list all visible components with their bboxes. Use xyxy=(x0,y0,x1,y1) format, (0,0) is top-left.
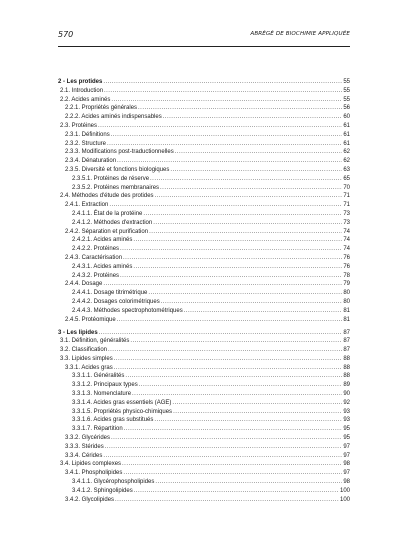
toc-entry-label: 2 - Les protides xyxy=(58,79,103,85)
toc-entry-label: 2.4.5. Protéomique xyxy=(65,316,116,323)
toc-entry-label: 3 - Les lipides xyxy=(58,329,98,336)
toc-entry-page: 88 xyxy=(343,364,350,371)
dot-leader xyxy=(148,289,342,298)
dot-leader xyxy=(105,443,343,452)
running-title: ABRÉGÉ DE BIOCHIMIE APPLIQUÉE xyxy=(250,31,350,37)
toc-entry-label: 3.3. Lipides simples xyxy=(60,355,113,362)
toc-entry xyxy=(58,381,350,390)
toc-entry xyxy=(58,298,350,307)
toc-entry xyxy=(58,460,350,469)
toc-entry xyxy=(58,372,350,381)
dot-leader xyxy=(109,201,342,210)
toc-entry xyxy=(58,148,350,157)
dot-leader xyxy=(155,478,342,487)
toc-entry xyxy=(58,192,350,201)
toc-entry xyxy=(58,355,350,364)
toc-entry-label: 2.4. Méthodes d'étude des protides xyxy=(60,193,154,200)
dot-leader xyxy=(108,346,342,355)
toc-entry-page: 95 xyxy=(343,426,350,433)
toc-entry xyxy=(58,254,350,263)
toc-entry-label: 2.3.5.1. Protéines de réserve xyxy=(72,175,150,182)
toc-entry xyxy=(58,390,350,399)
dot-leader xyxy=(117,316,343,325)
toc-entry-label: 2.4.2.1. Acides aminés xyxy=(72,237,133,244)
toc-entry xyxy=(58,228,350,237)
dot-leader xyxy=(104,87,342,96)
toc-entry-label: 3.1. Définition, généralités xyxy=(60,338,130,345)
toc-entry-label: 2.1. Introduction xyxy=(60,87,104,94)
dot-leader xyxy=(114,355,343,364)
toc-entry-page: 71 xyxy=(343,202,350,209)
toc-entry-page: 90 xyxy=(343,391,350,398)
toc-entry-page: 62 xyxy=(343,158,350,165)
toc-entry xyxy=(58,289,350,298)
dot-leader xyxy=(130,337,342,346)
toc-entry-page: 74 xyxy=(343,246,350,253)
dot-leader xyxy=(99,329,343,338)
dot-leader xyxy=(138,104,342,113)
toc-entry-page: 70 xyxy=(343,184,350,191)
toc-entry-page: 95 xyxy=(343,435,350,442)
toc-entry-label: 2.4.4.2. Dosages colorimétriques xyxy=(72,298,160,305)
dot-leader xyxy=(123,469,342,478)
dot-leader xyxy=(125,372,342,381)
header-rule xyxy=(58,46,350,47)
dot-leader xyxy=(107,140,342,149)
toc-entry xyxy=(58,236,350,245)
toc-entry-label: 3.3.1.2. Principaux types xyxy=(72,382,138,389)
toc-entry-page: 81 xyxy=(343,307,350,314)
toc-entry-page: 80 xyxy=(343,298,350,305)
toc-entry xyxy=(58,443,350,452)
toc-entry-label: 2.4.4.1. Dosage titrimétrique xyxy=(72,290,148,297)
dot-leader xyxy=(111,96,342,105)
dot-leader xyxy=(150,175,342,184)
toc-entry xyxy=(58,425,350,434)
toc-entry xyxy=(58,487,350,496)
toc-entry xyxy=(58,316,350,325)
table-of-contents xyxy=(58,78,350,504)
toc-entry-page: 100 xyxy=(339,496,350,503)
toc-entry-label: 3.3.3. Stérides xyxy=(65,443,104,450)
toc-entry xyxy=(58,364,350,373)
toc-entry-page: 61 xyxy=(343,140,350,147)
toc-entry-label: 3.4.2. Glycolipides xyxy=(65,496,115,503)
toc-entry-label: 2.3.1. Définitions xyxy=(65,131,110,138)
dot-leader xyxy=(173,408,342,417)
toc-entry xyxy=(58,219,350,228)
toc-entry-page: 63 xyxy=(343,166,350,173)
toc-entry-label: 3.3.1.3. Nomenclature xyxy=(72,391,132,398)
toc-entry-page: 76 xyxy=(343,263,350,270)
toc-entry xyxy=(58,399,350,408)
toc-entry-page: 97 xyxy=(343,452,350,459)
toc-entry xyxy=(58,131,350,140)
toc-entry xyxy=(58,452,350,461)
toc-entry-page: 55 xyxy=(343,87,350,94)
toc-entry-page: 55 xyxy=(343,96,350,103)
dot-leader xyxy=(172,399,342,408)
toc-entry-page: 87 xyxy=(343,338,350,345)
toc-entry-label: 3.3.1.1. Généralités xyxy=(72,373,125,380)
toc-entry xyxy=(58,280,350,289)
toc-entry-label: 2.4.1.1. État de la protéine xyxy=(72,210,143,217)
toc-entry xyxy=(58,122,350,131)
toc-entry-page: 81 xyxy=(343,316,350,323)
toc-entry-page: 74 xyxy=(343,237,350,244)
toc-entry-page: 93 xyxy=(343,408,350,415)
toc-entry-page: 98 xyxy=(343,479,350,486)
toc-entry xyxy=(58,263,350,272)
toc-entry xyxy=(58,96,350,105)
dot-leader xyxy=(175,148,343,157)
dot-leader xyxy=(103,78,342,87)
toc-entry-page: 100 xyxy=(339,487,350,494)
dot-leader xyxy=(115,496,339,505)
dot-leader xyxy=(103,452,342,461)
toc-entry-label: 2.3.5. Diversité et fonctions biologiques xyxy=(65,166,170,173)
toc-entry-label: 2.4.2. Séparation et purification xyxy=(65,228,149,235)
toc-entry xyxy=(58,87,350,96)
toc-entry-label: 3.4.1.1. Glycérophospholipides xyxy=(72,479,155,486)
dot-leader xyxy=(134,487,339,496)
toc-entry-page: 89 xyxy=(343,382,350,389)
toc-entry-page: 73 xyxy=(343,219,350,226)
toc-entry-label: 2.2. Acides aminés xyxy=(60,96,111,103)
dot-leader xyxy=(117,157,342,166)
toc-entry xyxy=(58,346,350,355)
toc-entry-page: 55 xyxy=(343,79,350,85)
dot-leader xyxy=(149,228,342,237)
toc-entry-page: 97 xyxy=(343,470,350,477)
toc-entry xyxy=(58,272,350,281)
toc-entry xyxy=(58,416,350,425)
toc-entry-page: 87 xyxy=(343,347,350,354)
toc-entry-page: 74 xyxy=(343,228,350,235)
toc-entry-label: 2.4.3. Caractérisation xyxy=(65,254,123,261)
toc-entry-page: 93 xyxy=(343,417,350,424)
toc-entry-label: 3.4.1. Phospholipides xyxy=(65,470,123,477)
dot-leader xyxy=(98,122,342,131)
toc-entry-page: 97 xyxy=(343,443,350,450)
toc-entry-page: 92 xyxy=(343,399,350,406)
toc-entry xyxy=(58,175,350,184)
toc-entry xyxy=(58,210,350,219)
toc-entry xyxy=(58,157,350,166)
toc-entry xyxy=(58,140,350,149)
toc-entry-label: 2.2.1. Propriétés générales xyxy=(65,105,138,112)
toc-entry-page: 87 xyxy=(343,329,350,336)
toc-entry-page: 76 xyxy=(343,254,350,261)
toc-entry-page: 61 xyxy=(343,131,350,138)
toc-entry-page: 71 xyxy=(343,193,350,200)
toc-entry-label: 2.4.1. Extraction xyxy=(65,202,109,209)
toc-entry-label: 2.3. Protéines xyxy=(60,122,98,129)
dot-leader xyxy=(154,416,342,425)
dot-leader xyxy=(184,307,343,316)
toc-entry-label: 2.4.3.2. Protéines xyxy=(72,272,120,279)
dot-leader xyxy=(132,390,342,399)
toc-entry-label: 2.4.4.3. Méthodes spectrophotométriques xyxy=(72,307,183,314)
toc-entry xyxy=(58,469,350,478)
toc-entry-label: 3.3.1.6. Acides gras substitués xyxy=(72,417,154,424)
dot-leader xyxy=(123,254,342,263)
toc-entry-label: 2.4.1.2. Méthodes d'extraction xyxy=(72,219,153,226)
toc-chapter-entry xyxy=(58,329,350,338)
dot-leader xyxy=(161,298,343,307)
dot-leader xyxy=(122,460,342,469)
dot-leader xyxy=(143,210,342,219)
dot-leader xyxy=(139,381,343,390)
toc-entry-page: 61 xyxy=(343,122,350,129)
dot-leader xyxy=(133,236,342,245)
toc-entry-page: 62 xyxy=(343,149,350,156)
toc-entry-label: 3.4. Lipides complexes xyxy=(60,461,122,468)
toc-entry-label: 2.4.3.1. Acides aminés xyxy=(72,263,133,270)
toc-entry xyxy=(58,201,350,210)
toc-entry-label: 2.3.2. Structure xyxy=(65,140,107,147)
toc-entry-label: 3.3.2. Glycérides xyxy=(65,435,111,442)
toc-entry xyxy=(58,166,350,175)
toc-entry-label: 2.3.4. Dénaturation xyxy=(65,158,117,165)
dot-leader xyxy=(124,425,343,434)
toc-entry-label: 2.3.5.2. Protéines membranaires xyxy=(72,184,160,191)
toc-entry-page: 98 xyxy=(343,461,350,468)
toc-entry xyxy=(58,496,350,505)
toc-entry xyxy=(58,337,350,346)
toc-entry xyxy=(58,113,350,122)
dot-leader xyxy=(120,245,342,254)
dot-leader xyxy=(103,280,342,289)
page-number: 570 xyxy=(58,30,74,39)
toc-entry-page: 80 xyxy=(343,290,350,297)
toc-entry-label: 3.4.1.2. Sphingolipides xyxy=(72,487,133,494)
toc-entry-label: 2.3.3. Modifications post-traductionnelles xyxy=(65,149,174,156)
toc-entry-page: 60 xyxy=(343,114,350,121)
dot-leader xyxy=(111,131,343,140)
toc-entry-page: 88 xyxy=(343,373,350,380)
toc-entry-page: 73 xyxy=(343,210,350,217)
toc-entry-page: 65 xyxy=(343,175,350,182)
dot-leader xyxy=(155,192,343,201)
toc-entry-page: 79 xyxy=(343,281,350,288)
dot-leader xyxy=(133,263,342,272)
toc-entry-label: 2.2.2. Acides aminés indispensables xyxy=(65,114,162,121)
toc-entry xyxy=(58,245,350,254)
dot-leader xyxy=(111,434,342,443)
toc-entry xyxy=(58,307,350,316)
toc-chapter-entry xyxy=(58,78,350,87)
toc-entry-label: 3.3.1.5. Propriétés physico-chimiques xyxy=(72,408,173,415)
toc-entry xyxy=(58,104,350,113)
toc-entry-label: 3.3.4. Cérides xyxy=(65,452,103,459)
toc-entry-label: 3.3.1.4. Acides gras essentiels (AGE) xyxy=(72,399,172,406)
toc-entry xyxy=(58,184,350,193)
toc-entry xyxy=(58,434,350,443)
toc-entry-label: 2.4.4. Dosage xyxy=(65,281,103,288)
toc-entry-page: 88 xyxy=(343,355,350,362)
toc-entry xyxy=(58,408,350,417)
toc-entry-label: 2.4.2.2. Protéines xyxy=(72,246,120,253)
toc-entry-label: 3.3.1. Acides gras xyxy=(65,364,113,371)
toc-entry xyxy=(58,478,350,487)
dot-leader xyxy=(163,113,343,122)
page-header xyxy=(58,30,350,42)
toc-entry-page: 56 xyxy=(343,105,350,112)
dot-leader xyxy=(153,219,342,228)
dot-leader xyxy=(120,272,342,281)
dot-leader xyxy=(114,364,343,373)
dot-leader xyxy=(170,166,342,175)
toc-entry-label: 3.2. Classification xyxy=(60,347,108,354)
dot-leader xyxy=(160,184,342,193)
toc-entry-page: 78 xyxy=(343,272,350,279)
toc-entry-label: 3.3.1.7. Répartition xyxy=(72,426,123,433)
